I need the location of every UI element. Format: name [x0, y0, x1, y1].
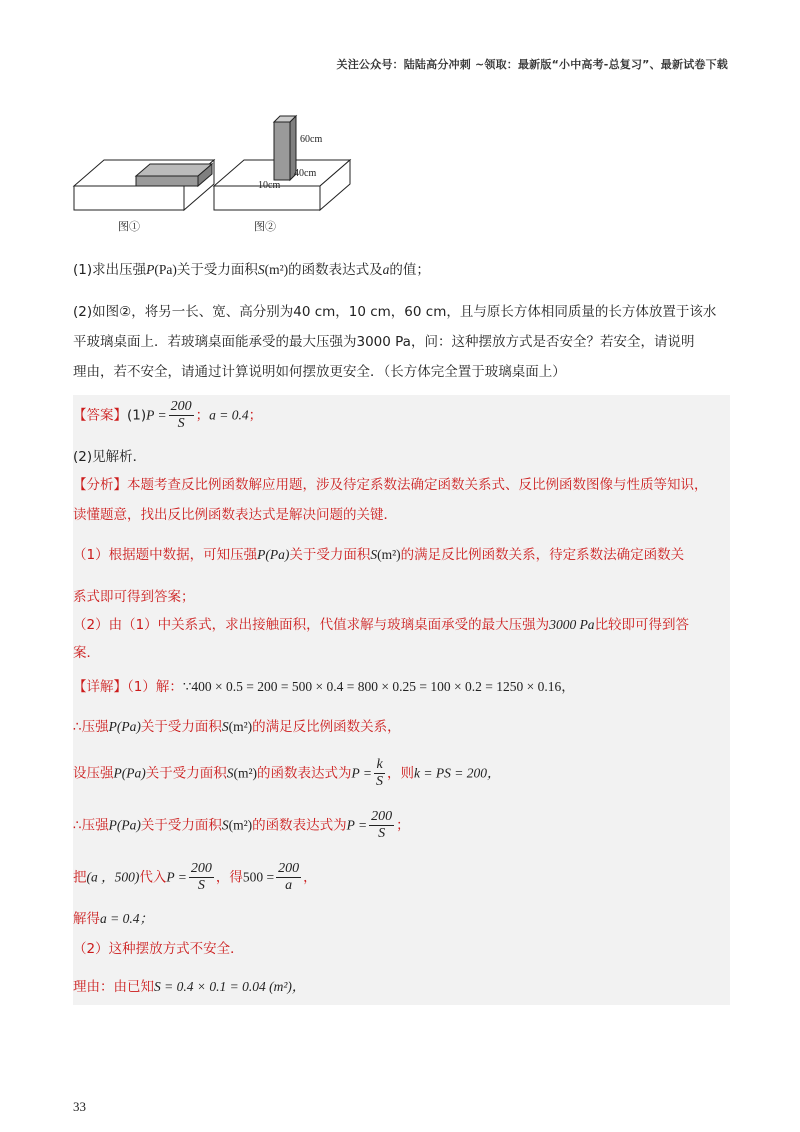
analysis-point-1: （1）根据题中数据，可知压强P(Pa)关于受力面积S(m²)的满足反比例函数关系，待定系数法确定函数关	[73, 547, 685, 563]
analysis-point-2-cont: 案．	[73, 645, 100, 661]
dimension-40cm: 40cm	[294, 168, 317, 179]
dimension-10cm: 10cm	[258, 180, 281, 191]
figure-2-block	[274, 116, 296, 180]
fraction-k-over-S: $\frac{k}{S}$	[376, 757, 384, 789]
figure-1-label: 图①	[118, 221, 140, 233]
page-number: 33	[73, 1099, 86, 1114]
analysis-line-2: 读懂题意，找出反比例函数表达式是解决问题的关键．	[73, 507, 397, 523]
detail-line-5: 把(a ，500)代入P = $\frac{200}{S}$ ，得500 = $\frac{200}{a}$ ，	[73, 861, 317, 893]
detail-line-7: （2）这种摆放方式不安全．	[73, 941, 244, 957]
analysis-point-2: （2）由（1）中关系式，求出接触面积，代值求解与玻璃桌面承受的最大压强为3000 Pa比较即可得到答	[73, 617, 690, 633]
question-2-line-1: (2)如图②，将另一长、宽、高分别为40 cm，10 cm，60 cm，且与原长方体相同质量的长方体放置于该水	[73, 304, 717, 320]
dimension-60cm: 60cm	[300, 134, 323, 145]
answer-panel	[73, 395, 730, 1005]
detail-line-4: ∴压强P(Pa)关于受力面积S(m²)的函数表达式为P = $\frac{200}{S}$ ；	[73, 809, 410, 841]
question-2-line-2: 平玻璃桌面上．若玻璃桌面能承受的最大压强为3000 Pa，问：这种摆放方式是否安全？若安全，请说明	[73, 334, 695, 350]
fraction-200-over-a: $\frac{200}{a}$	[278, 861, 300, 893]
question-1: (1)求出压强P(Pa)关于受力面积S(m²)的函数表达式及a的值；	[73, 262, 430, 278]
fraction-200-over-S-2: $\frac{200}{S}$	[371, 809, 393, 841]
analysis-point-1-cont: 系式即可得到答案；	[73, 589, 195, 605]
detail-line-1: 【详解】（1）解：∵400 × 0.5 = 200 = 500 × 0.4 = 800 × 0.25 = 100 × 0.2 = 1250 × 0.16，	[73, 679, 575, 695]
analysis-line-1: 【分析】本题考查反比例函数解应用题，涉及待定系数法确定函数关系式、反比例函数图像与性质等知识，	[73, 477, 708, 493]
fraction-200-over-S: $\frac{200}{S}$	[170, 399, 192, 431]
detail-line-6: 解得a = 0.4；	[73, 911, 153, 927]
detail-line-3: 设压强P(Pa)关于受力面积S(m²)的函数表达式为P = $\frac{k}{S}$ ，则k = PS = 200，	[73, 757, 501, 789]
answer-line: 【答案】(1)P = $\frac{200}{S}$ ；a = 0.4；	[73, 399, 263, 431]
question-2-line-3: 理由，若不安全，请通过计算说明如何摆放更安全．（长方体完全置于玻璃桌面上）	[73, 364, 566, 380]
figure-1-block	[136, 164, 212, 186]
page-header: 关注公众号：陆陆高分冲刺 ~领取：最新版“小中高考-总复习”、最新试卷下载	[336, 58, 728, 71]
figure-2-label: 图②	[254, 221, 276, 233]
box-placement-figure	[66, 98, 366, 238]
detail-line-8: 理由：由已知S = 0.4 × 0.1 = 0.04 (m²)，	[73, 979, 306, 995]
fraction-200-over-S-3: $\frac{200}{S}$	[190, 861, 212, 893]
answer-part-2: (2)见解析．	[73, 449, 147, 465]
detail-line-2: ∴压强P(Pa)关于受力面积S(m²)的满足反比例函数关系，	[73, 719, 401, 735]
